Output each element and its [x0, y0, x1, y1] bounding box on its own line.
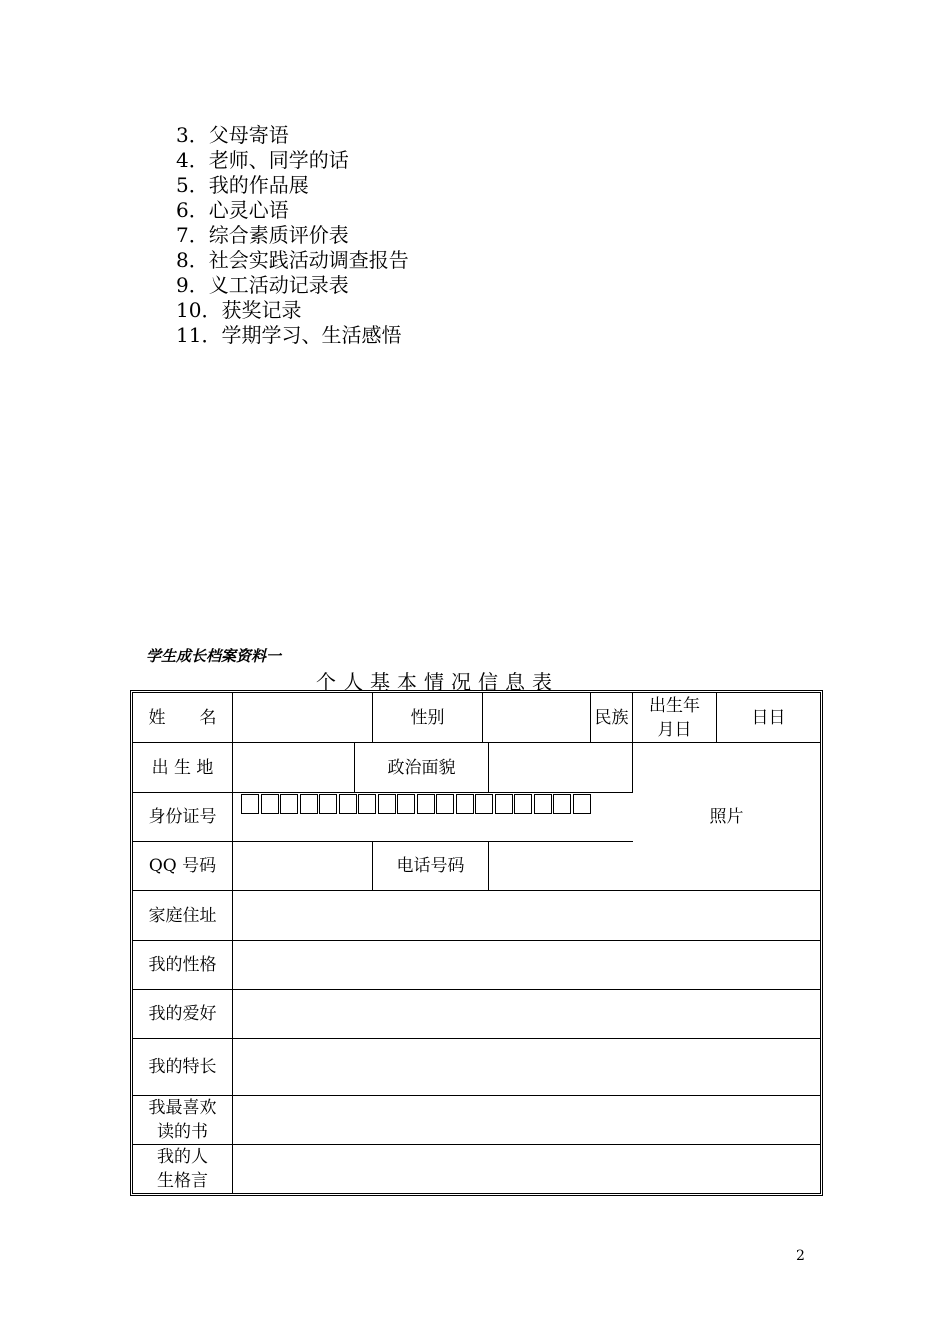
- input-phone[interactable]: [489, 842, 633, 891]
- input-hobby[interactable]: [233, 990, 820, 1039]
- id-digit-box[interactable]: [495, 794, 513, 814]
- input-birthplace[interactable]: [233, 743, 355, 793]
- id-digit-box[interactable]: [339, 794, 357, 814]
- list-item: 10．获奖记录: [176, 298, 302, 322]
- input-birth[interactable]: 日日: [717, 693, 820, 743]
- info-table: [130, 690, 823, 1196]
- label-birth: 出生年 月日: [633, 693, 717, 743]
- label-ethnicity: 民族: [591, 693, 633, 743]
- contents-list: [176, 123, 409, 348]
- photo-cell: 照片: [633, 743, 820, 891]
- input-personality[interactable]: [233, 941, 820, 990]
- list-item: 7．综合素质评价表: [176, 223, 349, 247]
- list-item: 3．父母寄语: [176, 123, 289, 147]
- label-phone: 电话号码: [373, 842, 489, 891]
- id-digit-box[interactable]: [514, 794, 532, 814]
- id-digit-box[interactable]: [475, 794, 493, 814]
- page-number: 2: [796, 1248, 805, 1264]
- id-digit-box[interactable]: [319, 794, 337, 814]
- label-motto: 我的人 生格言: [133, 1145, 233, 1193]
- input-qq[interactable]: [233, 842, 373, 891]
- label-id-number: 身份证号: [133, 793, 233, 842]
- label-gender: 性别: [373, 693, 483, 743]
- id-digit-box[interactable]: [534, 794, 552, 814]
- input-motto[interactable]: [233, 1145, 820, 1193]
- list-item: 8．社会实践活动调查报告: [176, 248, 409, 272]
- id-digit-box[interactable]: [436, 794, 454, 814]
- list-item: 6．心灵心语: [176, 198, 289, 222]
- label-name: 姓 名: [133, 693, 233, 743]
- label-political: 政治面貌: [355, 743, 489, 793]
- section-caption: 学生成长档案资料一: [146, 647, 282, 665]
- id-digit-box[interactable]: [573, 794, 591, 814]
- input-specialty[interactable]: [233, 1039, 820, 1096]
- id-digit-box[interactable]: [456, 794, 474, 814]
- id-number-boxes[interactable]: [241, 794, 633, 814]
- input-id-number[interactable]: [233, 793, 633, 842]
- input-favorite-book[interactable]: [233, 1096, 820, 1145]
- id-digit-box[interactable]: [261, 794, 279, 814]
- id-digit-box[interactable]: [378, 794, 396, 814]
- input-political[interactable]: [489, 743, 633, 793]
- id-digit-box[interactable]: [300, 794, 318, 814]
- label-specialty: 我的特长: [133, 1039, 233, 1096]
- label-birthplace: 出 生 地: [133, 743, 233, 793]
- input-address[interactable]: [233, 891, 820, 941]
- list-item: 5．我的作品展: [176, 173, 309, 197]
- id-digit-box[interactable]: [553, 794, 571, 814]
- label-qq: QQ 号码: [133, 842, 233, 891]
- input-name[interactable]: [233, 693, 373, 743]
- id-digit-box[interactable]: [417, 794, 435, 814]
- label-favorite-book: 我最喜欢 读的书: [133, 1096, 233, 1145]
- input-gender[interactable]: [483, 693, 591, 743]
- id-digit-box[interactable]: [280, 794, 298, 814]
- table-title: 个人基本情况信息表: [316, 670, 559, 694]
- label-address: 家庭住址: [133, 891, 233, 941]
- list-item: 11．学期学习、生活感悟: [176, 323, 402, 347]
- id-digit-box[interactable]: [241, 794, 259, 814]
- list-item: 9．义工活动记录表: [176, 273, 349, 297]
- id-digit-box[interactable]: [397, 794, 415, 814]
- label-hobby: 我的爱好: [133, 990, 233, 1039]
- label-personality: 我的性格: [133, 941, 233, 990]
- list-item: 4．老师、同学的话: [176, 148, 349, 172]
- id-digit-box[interactable]: [358, 794, 376, 814]
